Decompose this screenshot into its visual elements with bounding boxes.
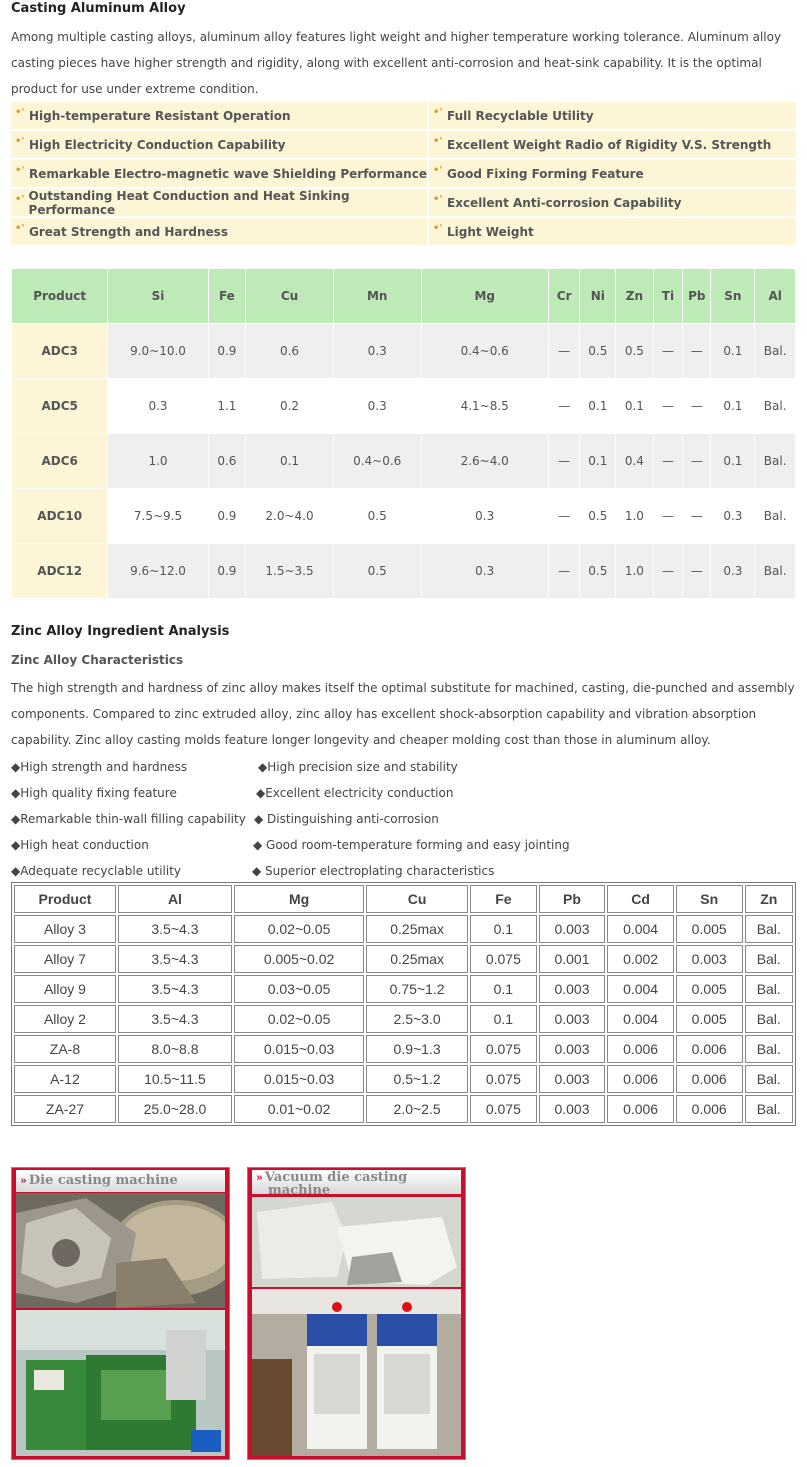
column-header: Sn [711, 269, 754, 323]
table-cell: 0.03~0.05 [234, 975, 364, 1003]
table-cell: Bal. [755, 379, 795, 433]
feature-item [11, 131, 427, 158]
bullet-icon: •' [15, 107, 25, 118]
bullet-icon: •' [15, 223, 25, 234]
table-row [14, 945, 793, 973]
table-cell: 0.5 [334, 544, 421, 598]
table-cell: 0.5 [580, 489, 615, 543]
die-casting-card-title: » Die casting machine [16, 1170, 225, 1192]
table-cell: 0.5~1.2 [366, 1065, 468, 1093]
table-cell: 0.1 [711, 324, 754, 378]
table-cell: 0.25max [366, 945, 468, 973]
aluminum-title: Casting Aluminum Alloy [11, 1, 186, 16]
table-cell: 0.003 [539, 1005, 606, 1033]
aluminum-composition-table [11, 268, 796, 599]
die-casting-photo-bottom [16, 1310, 225, 1456]
column-header: Al [755, 269, 795, 323]
table-cell: 0.02~0.05 [234, 1005, 364, 1033]
column-header: Mn [334, 269, 421, 323]
column-header: Mg [234, 885, 364, 913]
table-cell: 0.075 [470, 945, 537, 973]
table-cell: 0.9 [209, 324, 246, 378]
table-cell: 0.1 [616, 379, 653, 433]
table-cell: 0.003 [676, 945, 743, 973]
table-cell: 1.0 [108, 434, 207, 488]
table-cell: — [654, 434, 683, 488]
die-casting-card [11, 1167, 230, 1460]
product-cell: ZA-27 [14, 1095, 116, 1123]
feature-item [11, 218, 427, 245]
table-row [14, 1095, 793, 1123]
product-cell: ADC3 [12, 324, 107, 378]
bullet-item: ◆High strength and hardness [11, 760, 188, 774]
table-cell: 0.005 [676, 975, 743, 1003]
table-cell: 25.0~28.0 [118, 1095, 232, 1123]
table-cell: Bal. [745, 945, 794, 973]
bullet-icon: •' [433, 223, 443, 234]
table-row [12, 434, 795, 488]
zinc-bullets [11, 754, 796, 884]
table-cell: 10.5~11.5 [118, 1065, 232, 1093]
feature-item [429, 102, 796, 129]
column-header: Pb [539, 885, 606, 913]
table-cell: 0.1 [711, 434, 754, 488]
column-header: Mg [422, 269, 548, 323]
table-cell: 0.003 [539, 1065, 606, 1093]
table-cell: 0.9 [209, 544, 246, 598]
feature-row [11, 131, 796, 160]
column-header: Al [118, 885, 232, 913]
table-cell: — [683, 324, 710, 378]
table-cell: 0.1 [580, 379, 615, 433]
table-cell: 0.75~1.2 [366, 975, 468, 1003]
table-cell: — [683, 434, 710, 488]
table-cell: Bal. [745, 975, 794, 1003]
table-cell: 0.075 [470, 1095, 537, 1123]
aluminum-paragraph: Among multiple casting alloys, aluminum alloy features light weight and higher temperature working tolerance. Aluminum alloy casting pieces have higher strength and rigidity, along with excellent anti-corrosion and heat-sink capability. It is the optimal product for use under extreme condition. [11, 30, 782, 96]
zinc-paragraph: The high strength and hardness of zinc alloy makes itself the optimal substitute for machined, casting, die-punched and assembly components. Compared to zinc extruded alloy, zinc alloy has excellent shock-absorption capability and vibration absorption capability. Zinc alloy casting molds feature longer longevity and cheaper molding cost than those in aluminum alloy. [11, 681, 795, 747]
column-header: Fe [209, 269, 246, 323]
product-cell: ADC6 [12, 434, 107, 488]
table-cell: 0.002 [607, 945, 674, 973]
table-cell: — [654, 489, 683, 543]
table-cell: — [549, 324, 580, 378]
table-cell: 2.5~3.0 [366, 1005, 468, 1033]
table-cell: 0.4~0.6 [334, 434, 421, 488]
table-cell: Bal. [745, 1065, 794, 1093]
table-cell: 0.004 [607, 1005, 674, 1033]
bullet-item: ◆Excellent electricity conduction [256, 786, 454, 800]
bullet-row [11, 832, 796, 858]
table-cell: 0.5 [580, 544, 615, 598]
vacuum-casting-photo-bottom [252, 1289, 461, 1456]
table-cell: 0.3 [422, 489, 548, 543]
table-cell: 1.1 [209, 379, 246, 433]
product-cell: Alloy 9 [14, 975, 116, 1003]
table-cell: 0.3 [711, 489, 754, 543]
table-cell: — [683, 379, 710, 433]
table-cell: 7.5~9.5 [108, 489, 207, 543]
table-cell: Bal. [745, 1035, 794, 1063]
column-header: Pb [683, 269, 710, 323]
table-cell: 0.003 [539, 975, 606, 1003]
feature-grid [11, 102, 796, 247]
table-cell: 0.1 [580, 434, 615, 488]
table-cell: Bal. [745, 1005, 794, 1033]
product-cell: ADC12 [12, 544, 107, 598]
product-cell: ADC5 [12, 379, 107, 433]
table-cell: 9.6~12.0 [108, 544, 207, 598]
product-cell: ADC10 [12, 489, 107, 543]
table-cell: 0.075 [470, 1065, 537, 1093]
bullet-item: ◆ Superior electroplating characteristics [252, 864, 495, 878]
column-header: Cu [366, 885, 468, 913]
product-cell: Alloy 2 [14, 1005, 116, 1033]
chevron-right-icon: » [20, 1174, 27, 1187]
table-cell: 0.003 [539, 1035, 606, 1063]
feature-item [429, 131, 796, 158]
column-header: Sn [676, 885, 743, 913]
table-cell: 1.5~3.5 [246, 544, 333, 598]
table-row [14, 1065, 793, 1093]
column-header: Product [12, 269, 107, 323]
column-header: Zn [616, 269, 653, 323]
table-cell: 3.5~4.3 [118, 975, 232, 1003]
table-cell: 0.5 [580, 324, 615, 378]
bullet-icon: •' [433, 136, 443, 147]
bullet-item: ◆Adequate recyclable utility [11, 864, 182, 878]
bullet-icon: •' [433, 165, 443, 176]
bullet-row [11, 780, 796, 806]
feature-label: High Electricity Conduction Capability [29, 137, 286, 152]
table-cell: 0.1 [470, 1005, 537, 1033]
bullet-row [11, 858, 796, 884]
table-cell: 0.075 [470, 1035, 537, 1063]
table-row [14, 915, 793, 943]
bullet-row [11, 754, 796, 780]
bullet-item: ◆High precision size and stability [258, 760, 458, 774]
table-cell: 4.1~8.5 [422, 379, 548, 433]
bullet-icon: •' [433, 194, 443, 205]
bullet-icon: •' [15, 194, 25, 205]
table-row [14, 1035, 793, 1063]
bullet-item: ◆ Good room-temperature forming and easy jointing [253, 838, 570, 852]
table-cell: 0.3 [422, 544, 548, 598]
table-cell: 0.006 [607, 1035, 674, 1063]
table-cell: — [683, 489, 710, 543]
table-cell: 0.004 [607, 915, 674, 943]
table-cell: 0.006 [676, 1065, 743, 1093]
table-row [12, 544, 795, 598]
column-header: Cu [246, 269, 333, 323]
table-row [12, 324, 795, 378]
feature-label: High-temperature Resistant Operation [29, 108, 291, 123]
column-header: Fe [470, 885, 537, 913]
feature-label: Excellent Weight Radio of Rigidity V.S. Strength [447, 137, 772, 152]
bullet-item: ◆ Distinguishing anti-corrosion [254, 812, 439, 826]
column-header: Product [14, 885, 116, 913]
vacuum-casting-card [247, 1167, 466, 1460]
vacuum-casting-card-title: » Vacuum die casting machine [252, 1170, 461, 1194]
feature-row [11, 218, 796, 247]
table-cell: 0.6 [209, 434, 246, 488]
table-cell: 0.006 [676, 1035, 743, 1063]
table-cell: 0.005~0.02 [234, 945, 364, 973]
feature-label: Outstanding Heat Conduction and Heat Sinking Performance [28, 188, 350, 217]
table-row [14, 1005, 793, 1033]
table-cell: — [654, 379, 683, 433]
bullet-icon: •' [433, 107, 443, 118]
table-cell: 0.9 [209, 489, 246, 543]
table-cell: 0.006 [676, 1095, 743, 1123]
column-header: Zn [745, 885, 794, 913]
table-cell: 0.1 [470, 915, 537, 943]
feature-label: Great Strength and Hardness [29, 224, 228, 239]
table-cell: — [654, 544, 683, 598]
feature-item [11, 160, 427, 187]
bullet-item: ◆High heat conduction [11, 838, 149, 852]
table-cell: 0.9~1.3 [366, 1035, 468, 1063]
bullet-item: ◆Remarkable thin-wall filling capability [11, 812, 246, 826]
table-cell: — [683, 544, 710, 598]
table-cell: 8.0~8.8 [118, 1035, 232, 1063]
table-cell: 0.005 [676, 915, 743, 943]
table-cell: Bal. [755, 489, 795, 543]
column-header: Ni [580, 269, 615, 323]
product-cell: A-12 [14, 1065, 116, 1093]
feature-label: Full Recyclable Utility [447, 108, 594, 123]
table-cell: 0.001 [539, 945, 606, 973]
table-cell: 0.6 [246, 324, 333, 378]
bullet-icon: •' [15, 165, 25, 176]
table-cell: 3.5~4.3 [118, 1005, 232, 1033]
table-cell: 0.3 [711, 544, 754, 598]
table-cell: 0.1 [470, 975, 537, 1003]
bullet-item: ◆High quality fixing feature [11, 786, 177, 800]
table-row [12, 379, 795, 433]
bullet-row [11, 806, 796, 832]
table-cell: Bal. [745, 915, 794, 943]
table-cell: 9.0~10.0 [108, 324, 207, 378]
chevron-right-icon: » [256, 1171, 263, 1184]
table-cell: Bal. [755, 324, 795, 378]
table-cell: 1.0 [616, 489, 653, 543]
feature-item [429, 218, 796, 245]
feature-item [11, 189, 427, 216]
feature-label: Good Fixing Forming Feature [447, 166, 644, 181]
product-cell: Alloy 7 [14, 945, 116, 973]
zinc-title: Zinc Alloy Ingredient Analysis [11, 624, 230, 639]
table-cell: 0.5 [334, 489, 421, 543]
table-cell: — [549, 379, 580, 433]
table-cell: — [654, 324, 683, 378]
table-cell: 3.5~4.3 [118, 945, 232, 973]
table-cell: Bal. [755, 544, 795, 598]
table-cell: 0.3 [108, 379, 207, 433]
feature-label: Light Weight [447, 224, 534, 239]
column-header: Ti [654, 269, 683, 323]
table-cell: 0.25max [366, 915, 468, 943]
table-cell: 1.0 [616, 544, 653, 598]
table-cell: 0.3 [334, 324, 421, 378]
table-cell: 2.6~4.0 [422, 434, 548, 488]
product-cell: Alloy 3 [14, 915, 116, 943]
table-cell: 0.003 [539, 915, 606, 943]
feature-item [429, 160, 796, 187]
table-cell: 0.006 [607, 1065, 674, 1093]
zinc-composition-table [11, 882, 796, 1126]
table-cell: Bal. [755, 434, 795, 488]
die-casting-photo-top [16, 1193, 225, 1308]
table-cell: 0.1 [246, 434, 333, 488]
table-cell: 0.02~0.05 [234, 915, 364, 943]
table-row [12, 489, 795, 543]
feature-label: Excellent Anti-corrosion Capability [447, 195, 682, 210]
column-header: Cd [607, 885, 674, 913]
table-cell: 0.005 [676, 1005, 743, 1033]
table-cell: Bal. [745, 1095, 794, 1123]
table-cell: 2.0~4.0 [246, 489, 333, 543]
table-cell: 0.4 [616, 434, 653, 488]
table-cell: 3.5~4.3 [118, 915, 232, 943]
table-cell: 0.2 [246, 379, 333, 433]
table-cell: 0.004 [607, 975, 674, 1003]
table-cell: 0.015~0.03 [234, 1065, 364, 1093]
feature-label: Remarkable Electro-magnetic wave Shielding Performance [29, 166, 427, 181]
table-cell: 0.003 [539, 1095, 606, 1123]
product-cell: ZA-8 [14, 1035, 116, 1063]
table-cell: 0.006 [607, 1095, 674, 1123]
table-cell: 0.3 [334, 379, 421, 433]
feature-row [11, 102, 796, 131]
feature-item [429, 189, 796, 216]
table-cell: — [549, 544, 580, 598]
feature-row [11, 189, 796, 218]
feature-row [11, 160, 796, 189]
table-cell: 0.1 [711, 379, 754, 433]
column-header: Si [108, 269, 207, 323]
feature-item [11, 102, 427, 129]
table-cell: 0.015~0.03 [234, 1035, 364, 1063]
zinc-subtitle: Zinc Alloy Characteristics [11, 653, 184, 667]
table-cell: 0.5 [616, 324, 653, 378]
table-cell: — [549, 434, 580, 488]
vacuum-casting-photo-top [252, 1197, 461, 1287]
table-cell: — [549, 489, 580, 543]
column-header: Cr [549, 269, 580, 323]
bullet-icon: •' [15, 136, 25, 147]
table-row [14, 975, 793, 1003]
table-cell: 0.01~0.02 [234, 1095, 364, 1123]
table-cell: 0.4~0.6 [422, 324, 548, 378]
table-cell: 2.0~2.5 [366, 1095, 468, 1123]
